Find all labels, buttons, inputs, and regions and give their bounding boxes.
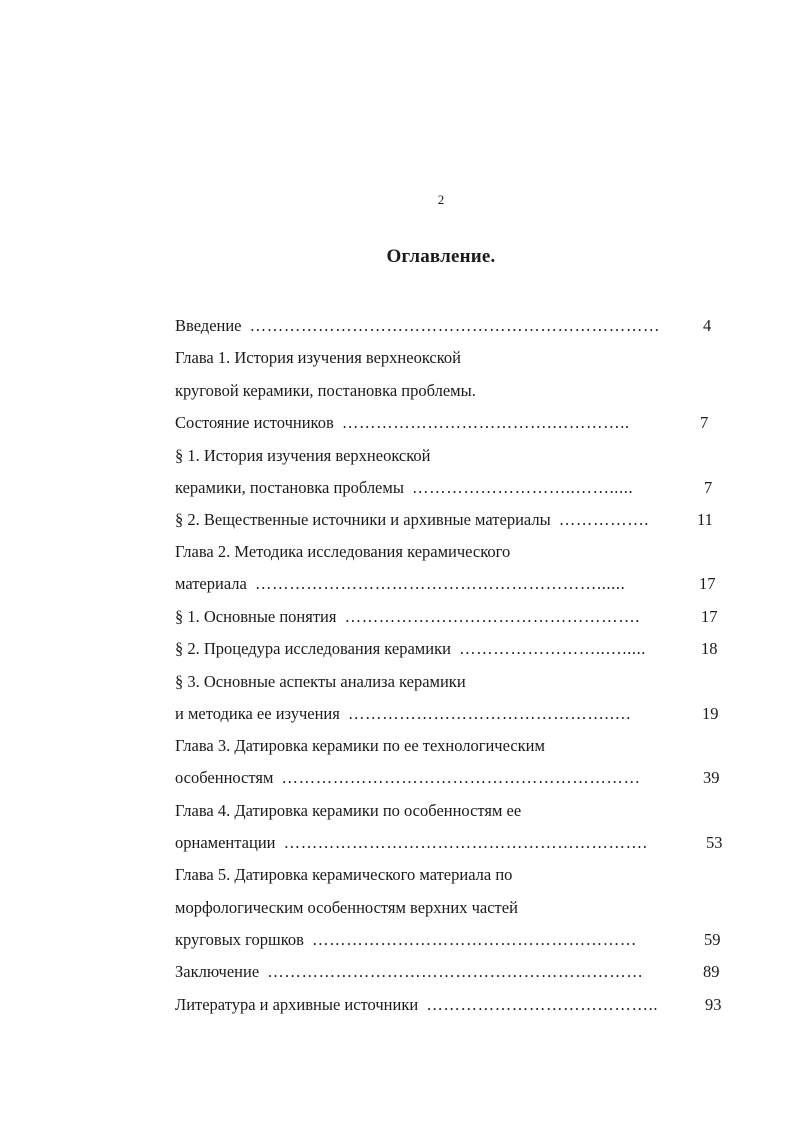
page-number: 2 bbox=[437, 192, 445, 207]
toc-entry-text: § 2. Вещественные источники и архивные материалы bbox=[175, 510, 551, 529]
toc-entry-text: и методика ее изучения bbox=[175, 704, 340, 723]
toc-page-number: 39 bbox=[703, 768, 720, 787]
toc-entry-chapter-2-line-2[interactable] bbox=[175, 573, 701, 595]
toc-entry-text: Введение bbox=[175, 316, 242, 335]
toc-page-number: 89 bbox=[703, 962, 720, 981]
toc-entry-chapter-1-line-3[interactable] bbox=[175, 412, 702, 434]
toc-entry-text: Состояние источников bbox=[175, 413, 334, 432]
toc-entry-chapter-1-line-2[interactable] bbox=[175, 380, 476, 402]
toc-entry-text: особенностям bbox=[175, 768, 274, 787]
toc-entry-section-1-1-line-1[interactable] bbox=[175, 445, 431, 467]
toc-entry-text: Глава 1. История изучения верхнеокской bbox=[175, 348, 462, 367]
toc-entry-conclusion[interactable] bbox=[175, 961, 705, 983]
toc-page-number: 11 bbox=[697, 510, 713, 529]
toc-entry-text: круговой керамики, постановка проблемы. bbox=[175, 381, 476, 400]
toc-page-number: 59 bbox=[704, 930, 721, 949]
toc-entry-chapter-3-line-1[interactable] bbox=[175, 735, 545, 757]
toc-entry-text: керамики, постановка проблемы bbox=[175, 478, 404, 497]
toc-leader: ……………………………………………. bbox=[344, 607, 641, 626]
toc-leader: ……………………..…..... bbox=[459, 639, 647, 658]
toc-entry-section-1-1-line-2[interactable] bbox=[175, 477, 706, 499]
toc-entry-text: Заключение bbox=[175, 962, 260, 981]
toc-entry-chapter-4-line-2[interactable] bbox=[175, 832, 709, 854]
toc-entry-section-2-3-line-2[interactable] bbox=[175, 703, 704, 725]
toc-leader: ………………………………………………… bbox=[312, 930, 637, 949]
toc-entry-text: материала bbox=[175, 574, 247, 593]
toc-entry-text: Глава 5. Датировка керамического материала по bbox=[175, 865, 513, 884]
toc-entry-section-2-3-line-1[interactable] bbox=[175, 671, 466, 693]
toc-entry-text: Глава 2. Методика исследования керамического bbox=[175, 542, 511, 561]
toc-entry-text: § 2. Процедура исследования керамики bbox=[175, 639, 451, 658]
toc-leader: ………………………………….. bbox=[426, 995, 659, 1014]
toc-page-number: 7 bbox=[700, 413, 709, 432]
toc-entry-chapter-2-line-1[interactable] bbox=[175, 541, 510, 563]
toc-entry-text: Глава 3. Датировка керамики по ее технологическим bbox=[175, 736, 545, 755]
toc-leader: ………………………………………………………. bbox=[283, 833, 648, 852]
toc-page-number: 19 bbox=[702, 704, 719, 723]
toc-leader: ……………………………………………………...... bbox=[255, 574, 626, 593]
toc-leader: ……………………………………….…. bbox=[347, 704, 632, 723]
toc-entry-introduction[interactable] bbox=[175, 315, 705, 337]
toc-page-number: 17 bbox=[699, 574, 716, 593]
toc-leader: ……………. bbox=[558, 510, 650, 529]
toc-entry-literature[interactable] bbox=[175, 994, 707, 1016]
toc-entry-text: Литература и архивные источники bbox=[175, 995, 419, 1014]
toc-entry-text: орнаментации bbox=[175, 833, 276, 852]
toc-page-number: 93 bbox=[705, 995, 722, 1014]
toc-entry-chapter-5-line-3[interactable] bbox=[175, 929, 706, 951]
toc-entry-section-1-2[interactable] bbox=[175, 509, 699, 531]
toc-page-number: 17 bbox=[701, 607, 718, 626]
toc-page-number: 7 bbox=[704, 478, 713, 497]
toc-entry-chapter-4-line-1[interactable] bbox=[175, 800, 521, 822]
toc-entry-text: § 1. Основные понятия bbox=[175, 607, 337, 626]
toc-entry-text: Глава 4. Датировка керамики по особенностям ее bbox=[175, 801, 522, 820]
toc-entry-chapter-5-line-1[interactable] bbox=[175, 864, 512, 886]
toc-leader: ……………………………….………….. bbox=[341, 413, 630, 432]
toc-entry-text: § 1. История изучения верхнеокской bbox=[175, 446, 431, 465]
toc-leader: ……………………………………………………… bbox=[281, 768, 641, 787]
toc-entry-text: морфологическим особенностям верхних частей bbox=[175, 898, 518, 917]
toc-entry-chapter-3-line-2[interactable] bbox=[175, 767, 706, 789]
toc-entry-text: круговых горшков bbox=[175, 930, 304, 949]
toc-page-number: 53 bbox=[706, 833, 723, 852]
toc-entry-chapter-1-line-1[interactable] bbox=[175, 347, 461, 369]
toc-title: Оглавление. bbox=[386, 246, 496, 267]
toc-entry-chapter-5-line-2[interactable] bbox=[175, 897, 518, 919]
toc-page-number: 4 bbox=[703, 316, 712, 335]
toc-entry-section-2-2[interactable] bbox=[175, 638, 703, 660]
toc-entry-section-2-1[interactable] bbox=[175, 606, 704, 628]
toc-page-number: 18 bbox=[701, 639, 718, 658]
toc-leader: ………………………………………………………… bbox=[267, 962, 644, 981]
toc-entry-text: § 3. Основные аспекты анализа керамики bbox=[175, 672, 466, 691]
toc-leader: ………………………..……..... bbox=[412, 478, 634, 497]
toc-leader: ……………………………………………………………… bbox=[249, 316, 661, 335]
